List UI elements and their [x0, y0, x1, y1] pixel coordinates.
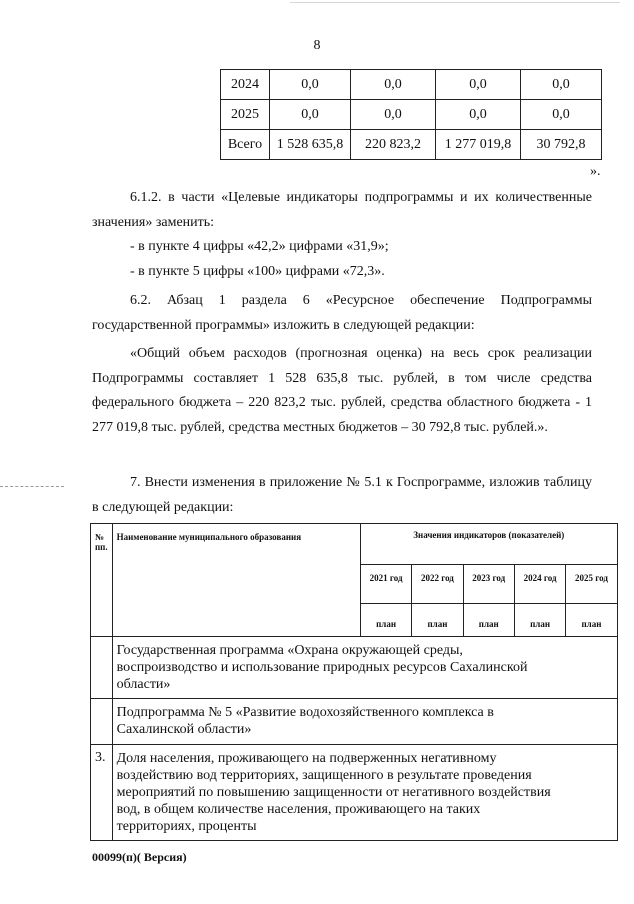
- finance-table: [220, 69, 602, 160]
- year-cell: 2023 год: [463, 565, 514, 604]
- row-number: [91, 699, 113, 745]
- column-header-number: № пп.: [91, 524, 113, 637]
- table-row: [221, 70, 602, 100]
- table-row: [221, 130, 602, 160]
- table-cell: 0,0: [436, 100, 521, 130]
- plan-cell: план: [463, 604, 514, 637]
- plan-cell: план: [566, 604, 617, 637]
- bullet-item: - в пункте 4 цифры «42,2» цифрами «31,9»;: [130, 239, 389, 254]
- table-cell: 0,0: [351, 100, 436, 130]
- year-cell: 2022 год: [412, 565, 463, 604]
- plan-cell: план: [514, 604, 565, 637]
- table-row: [91, 637, 618, 699]
- year-cell: 2024 год: [514, 565, 565, 604]
- table-cell: 1 528 635,8: [270, 130, 351, 160]
- table-cell: 0,0: [521, 70, 602, 100]
- year-cell: 2021 год: [360, 565, 411, 604]
- table-cell: 0,0: [436, 70, 521, 100]
- page-number: 8: [313, 38, 321, 53]
- row-number: [91, 637, 113, 699]
- table-cell: 220 823,2: [351, 130, 436, 160]
- version-label: ( Версия): [136, 850, 187, 864]
- column-header-values: Значения индикаторов (показателей): [360, 524, 617, 565]
- row-text-content: Подпрограмма № 5 «Развитие водохозяйственного комплекса в Сахалинской области»: [116, 705, 494, 737]
- table-cell: 0,0: [351, 70, 436, 100]
- paragraph-6-2: 6.2. Абзац 1 раздела 6 «Ресурсное обеспечение Подпрограммы государственной программы» изложить в следующей редакции:: [92, 293, 592, 333]
- row-text: [112, 637, 617, 699]
- row-number: 3.: [91, 745, 113, 841]
- row-text: [112, 745, 617, 841]
- paragraph-6-1-2: 6.1.2. в части «Целевые индикаторы подпрограммы и их количественные значения» заменить:: [92, 190, 592, 230]
- table-cell: 0,0: [270, 70, 351, 100]
- margin-mark: [0, 486, 64, 487]
- table-row: [91, 745, 618, 841]
- footer: [92, 850, 187, 865]
- table-row: [91, 699, 618, 745]
- column-header-name: Наименование муниципального образования: [112, 524, 360, 637]
- table-cell: Всего: [221, 130, 270, 160]
- table-cell: 2024: [221, 70, 270, 100]
- bullet-item: - в пункте 5 цифры «100» цифрами «72,3».: [130, 264, 385, 279]
- table-cell: 1 277 019,8: [436, 130, 521, 160]
- table-cell: 2025: [221, 100, 270, 130]
- row-text-content: Государственная программа «Охрана окружающей среды, воспроизводство и использование природных ресурсов Сахалинской области»: [116, 643, 528, 692]
- row-text: [112, 699, 617, 745]
- table-row: [221, 100, 602, 130]
- top-rule: [290, 2, 620, 3]
- year-cell: 2025 год: [566, 565, 617, 604]
- paragraph-7: 7. Внести изменения в приложение № 5.1 к Госпрограмме, изложив таблицу в следующей редакции:: [92, 475, 592, 515]
- table-cell: 30 792,8: [521, 130, 602, 160]
- table-cell: 0,0: [270, 100, 351, 130]
- indicator-table: [90, 523, 618, 841]
- row-text-content: Доля населения, проживающего на подверженных негативному воздействию вод территориях, защищенного в результате проведения мероприятий по повышению защищенности от негативного воздействия вод, в общем количестве населения, проживающего на таких территориях, проценты: [116, 751, 551, 834]
- table-cell: 0,0: [521, 100, 602, 130]
- plan-cell: план: [360, 604, 411, 637]
- quoted-paragraph: «Общий объем расходов (прогнозная оценка) на весь срок реализации Подпрограммы составляет 1 528 635,8 тыс. рублей, в том числе средства федерального бюджета – 220 823,2 тыс. рублей, средства областного бюджета - 1 277 019,8 тыс. рублей, средства местных бюджетов – 30 792,8 тыс. рублей.».: [92, 346, 592, 435]
- table-header-row: [91, 524, 618, 565]
- plan-cell: план: [412, 604, 463, 637]
- closing-quote: ».: [590, 164, 601, 179]
- document-code: 00099(п): [92, 850, 137, 864]
